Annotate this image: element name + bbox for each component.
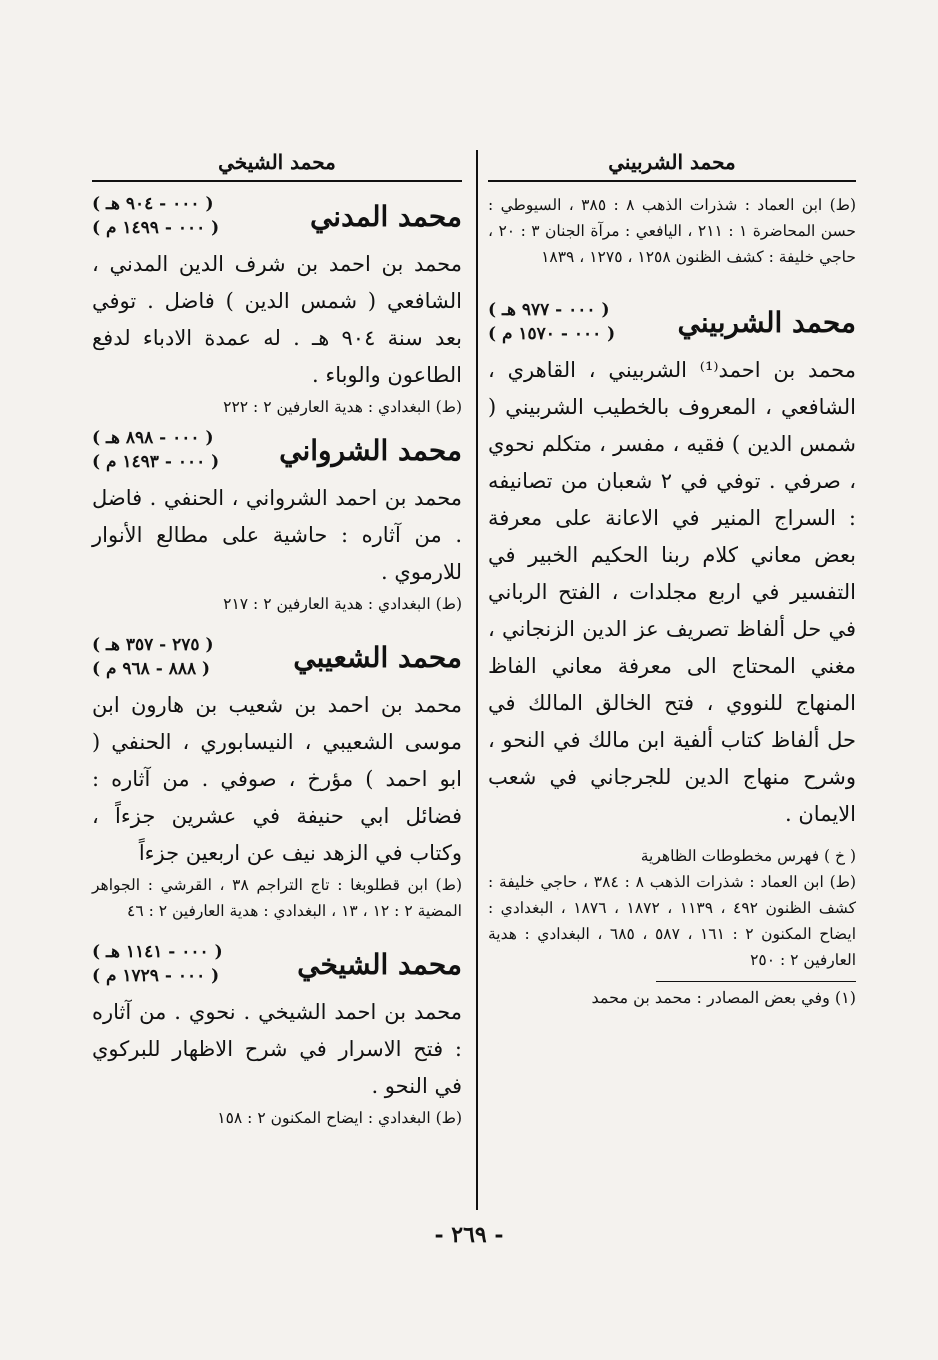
entry-name: محمد الشيخي bbox=[297, 947, 462, 981]
entry-body: محمد بن احمد بن شعيب بن هارون ابن موسى الشعيبي ، النيسابوري ، الحنفي ( ابو احمد ) مؤرخ ، صوفي . من آثاره : فضائل ابي حنيفة في عشرين جزءاً ، وكتاب في الزهد نيف عن اربعين جزءاً bbox=[92, 693, 462, 865]
entry-body: محمد بن احمد الشيخي . نحوي . من آثاره : فتح الاسرار في شرح الاظهار للبركوي في النحو . bbox=[92, 1000, 462, 1098]
entry-source: (ط) البغدادي : هدية العارفين ٢ : ٢١٧ bbox=[223, 595, 462, 613]
column-divider bbox=[476, 150, 478, 1210]
entry-dates bbox=[92, 633, 214, 681]
entry-body: محمد بن احمد بن شرف الدين المدني ، الشافعي ( شمس الدين ) فاضل . توفي بعد سنة ٩٠٤ هـ . له عمدة الادباء لدفع الطاعون والوباء . bbox=[92, 252, 462, 387]
entry-body: محمد بن احمد الشرواني ، الحنفي . فاضل . من آثاره : حاشية على مطالع الأنوار للارموي . bbox=[92, 486, 462, 584]
dates-hijri: ( ٠٠٠ - ٨٩٨ هـ ) bbox=[92, 428, 214, 448]
entry-source: (ط) البغدادي : هدية العارفين ٢ : ٢٢٢ bbox=[223, 398, 462, 416]
entry-heading bbox=[92, 192, 462, 240]
dates-hijri: ( ٢٧٥ - ٣٥٧ هـ ) bbox=[92, 635, 214, 655]
entry-dates bbox=[488, 298, 615, 346]
entry-source-printed: (ط) ابن العماد : شذرات الذهب ٨ : ٣٨٤ ، حاجي خليفة : كشف الظنون ٤٩٢ ، ١١٣٩ ، ١٨٧٢ ، ١٨٧٦ ، البغدادي : ايضاح المكنون ٢ : ١٦١ ، ٥٨٧ ، ٦٨٥ ، البغدادي : هدية العارفين ٢ : ٢٥٠ bbox=[488, 873, 857, 969]
page-number: - ٢٦٩ - bbox=[434, 1222, 504, 1248]
footnote-rule bbox=[656, 981, 856, 982]
entry-name: محمد الشعيبي bbox=[293, 640, 462, 674]
entry-name: محمد المدني bbox=[309, 199, 462, 233]
right-column-header: محمد الشربيني bbox=[488, 150, 856, 182]
entry-heading bbox=[488, 298, 856, 346]
entry-dates bbox=[92, 192, 219, 240]
entry-heading bbox=[92, 940, 462, 988]
dates-hijri: ( ٠٠٠ - ٩٠٤ هـ ) bbox=[92, 194, 214, 214]
entry-dates bbox=[92, 940, 223, 988]
dates-gregorian: ( ٠٠٠ - ١٥٧٠ م ) bbox=[488, 324, 616, 344]
dates-hijri: ( ٠٠٠ - ٩٧٧ هـ ) bbox=[488, 300, 610, 320]
entry-heading bbox=[92, 633, 462, 681]
dates-hijri: ( ٠٠٠ - ١١٤١ هـ ) bbox=[92, 942, 223, 962]
entry-source: (ط) ابن قطلوبغا : تاج التراجم ٣٨ ، القرشي : الجواهر المضية ٢ : ١٢ ، ١٣ ، البغدادي : هدية العارفين ٢ : ٤٦ bbox=[92, 876, 462, 920]
left-column bbox=[92, 150, 462, 1131]
dates-gregorian: ( ٠٠٠ - ١٧٢٩ م ) bbox=[92, 966, 220, 986]
left-column-header: محمد الشيخي bbox=[92, 150, 462, 182]
entry-source-manuscripts: ( خ ) فهرس مخطوطات الظاهرية bbox=[640, 847, 856, 865]
entry-body: محمد بن احمد⁽¹⁾ الشربيني ، القاهري ، الشافعي ، المعروف بالخطيب الشربيني ( شمس الدين ) فقيه ، مفسر ، متكلم نحوي ، صرفي . توفي في ٢ شعبان من تصانيفه : السراج المنير في الاعانة على معرفة بعض معاني كلام ربنا الحكيم الخبير في التفسير في اربع مجلدات ، الفتح الرباني في حل ألفاظ تصريف عز الدين الزنجاني ، مغني المحتاج الى معرفة معاني الفاظ المنهاج للنووي ، فتح الخالق المالك في حل ألفاظ كتاب ألفية ابن مالك في النحو ، وشرح منهاج الدين للجرجاني في شعب الايمان . bbox=[488, 358, 856, 826]
intro-source: (ط) ابن العماد : شذرات الذهب ٨ : ٣٨٥ ، السيوطي : حسن المحاضرة ١ : ٢١١ ، اليافعي : مرآة الجنان ٣ : ٢٠ ، حاجي خليفة : كشف الظنون ١٢٥٨ ، ١٢٧٥ ، ١٨٣٩ bbox=[488, 196, 857, 266]
dates-gregorian: ( ٨٨٨ - ٩٦٨ م ) bbox=[92, 659, 211, 679]
entry-source: (ط) البغدادي : ايضاح المكنون ٢ : ١٥٨ bbox=[217, 1109, 462, 1127]
dates-gregorian: ( ٠٠٠ - ١٤٩٩ م ) bbox=[92, 218, 220, 238]
entry-heading bbox=[92, 426, 462, 474]
footnote: (١) وفي بعض المصادر : محمد بن محمد bbox=[591, 988, 856, 1007]
right-column bbox=[488, 150, 856, 1010]
entry-name: محمد الشربيني bbox=[677, 305, 856, 339]
entry-dates bbox=[92, 426, 219, 474]
dates-gregorian: ( ٠٠٠ - ١٤٩٣ م ) bbox=[92, 452, 220, 472]
entry-name: محمد الشرواني bbox=[279, 433, 462, 467]
